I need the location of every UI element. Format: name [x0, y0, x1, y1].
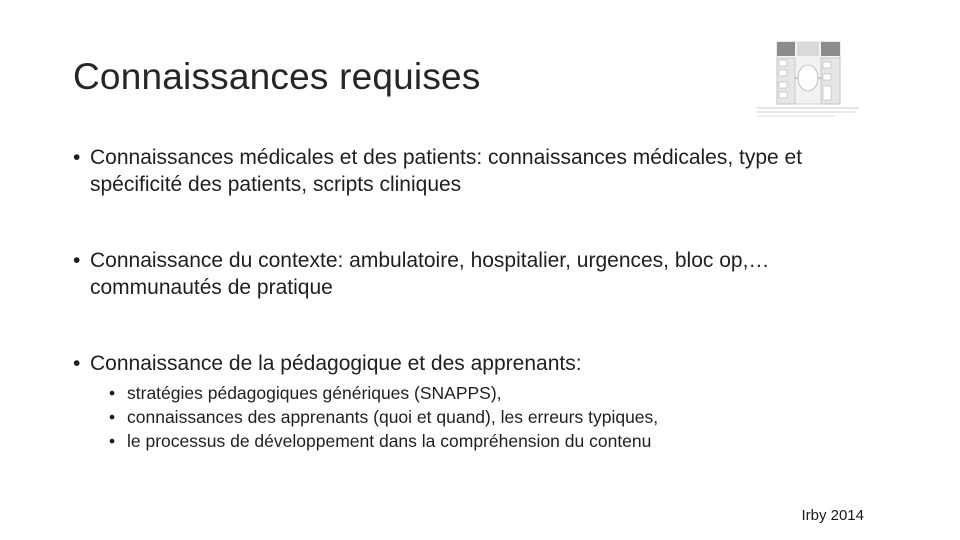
bullet-text: Connaissance de la pédagogique et des apprenants: — [90, 352, 582, 375]
sub-bullet-item — [109, 405, 893, 429]
sub-bullet-text: le processus de développement dans la compréhension du contenu — [127, 431, 652, 451]
bullet-item — [73, 247, 893, 301]
bullet-marker: • — [109, 431, 116, 451]
bullet-marker: • — [109, 407, 116, 427]
sub-bullet-item — [109, 381, 893, 405]
bullet-marker: • — [109, 383, 116, 403]
bullet-text: Connaissance du contexte: ambulatoire, hospitalier, urgences, bloc op,… communautés de pratique — [90, 249, 770, 299]
diagram-thumbnail — [755, 40, 860, 120]
bullet-item — [73, 144, 893, 198]
bullet-marker: • — [73, 352, 81, 375]
bullet-item — [73, 350, 893, 377]
bullet-list — [73, 144, 893, 453]
bullet-text: Connaissances médicales et des patients: connaissances médicales, type et spécificité des patients, scripts cliniques — [90, 146, 803, 196]
slide-title: Connaissances requises — [73, 56, 481, 97]
sub-bullet-item — [109, 429, 893, 453]
sub-bullet-text: stratégies pédagogiques génériques (SNAPPS), — [127, 383, 502, 403]
citation: Irby 2014 — [801, 507, 864, 524]
bullet-marker: • — [73, 249, 81, 272]
sub-bullet-text: connaissances des apprenants (quoi et quand), les erreurs typiques, — [127, 407, 659, 427]
bullet-marker: • — [73, 146, 81, 169]
sub-bullet-list — [73, 381, 893, 453]
